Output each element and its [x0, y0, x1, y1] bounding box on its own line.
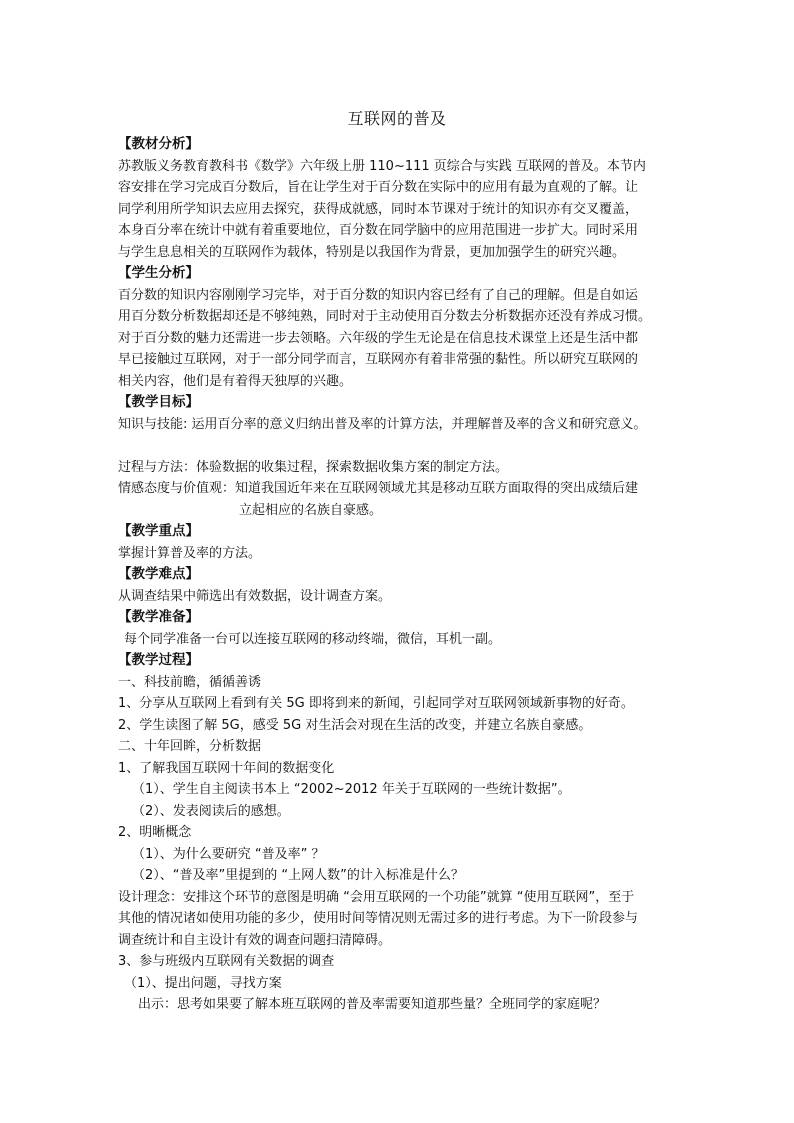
text-line: 掌握计算普及率的方法。 [118, 545, 262, 561]
blank-line [118, 435, 683, 457]
text-line: 情感态度与价值观：知道我国近年来在互联网领域尤其是移动互联方面取得的突出成绩后建 [118, 481, 639, 496]
text-line: （1）、学生自主阅读书本上 “2002~2012 年关于互联网的一些统计数据”。 [132, 782, 571, 797]
text-line: （2）、“普及率”里提到的 “上网人数”的计入标准是什么？ [132, 868, 464, 883]
text-line: 2、明晰概念 [118, 825, 192, 840]
text-line: 其他的情况诸如使用功能的多少，使用时间等情况则无需过多的进行考虑。为下一阶段参与 [118, 911, 639, 926]
section-heading: 【教学难点】 [118, 566, 199, 582]
text-line: 早已接触过互联网，对于一部分同学而言，互联网亦有着非常强的黏性。所以研究互联网的 [118, 352, 639, 367]
document-title: 互联网的普及 [347, 109, 447, 128]
text-line: 调查统计和自主设计有效的调查问题扫清障碍。 [118, 932, 392, 948]
text-line: 出示：思考如果要了解本班互联网的普及率需要知道那些量？全班同学的家庭呢？ [138, 997, 607, 1012]
section-heading: 【教学准备】 [118, 609, 199, 625]
section-heading: 【教材分析】 [118, 136, 199, 152]
text-line: 与学生息息相关的互联网作为载体，特别是以我国作为背景，更加加强学生的研究兴趣。 [118, 244, 626, 260]
document-body [118, 134, 683, 1016]
text-line: 同学利用所学知识去应用去探究，获得成就感，同时本节课对于统计的知识亦有交叉覆盖， [118, 201, 639, 217]
text-line: 对于百分数的魅力还需进一步去领略。六年级的学生无论是在信息技术课堂上还是生活中都 [118, 330, 639, 346]
text-line: （1）、提出问题，寻找方案 [124, 975, 282, 991]
section-heading: 【教学重点】 [118, 523, 199, 539]
text-line: 1、分享从互联网上看到有关 5G 即将到来的新闻，引起同学对互联网领域新事物的好奇。 [118, 696, 634, 711]
text-line: 过程与方法：体验数据的收集过程，探索数据收集方案的制定方法。 [118, 459, 509, 475]
section-heading: 【教学目标】 [118, 394, 199, 410]
text-line: 一、科技前瞻，循循善诱 [118, 674, 262, 690]
text-line: （1）、为什么要研究 “普及率” ？ [132, 846, 325, 862]
text-line: 从调查结果中筛选出有效数据，设计调查方案。 [118, 588, 392, 604]
text-line: 本身百分率在统计中就有着重要地位，百分数在同学脑中的应用范围进一步扩大。同时采用 [118, 223, 639, 238]
text-line: 3、参与班级内互联网有关数据的调查 [118, 954, 335, 969]
section-heading: 【学生分析】 [118, 265, 199, 281]
text-line: 立起相应的名族自豪感。 [239, 502, 383, 518]
text-line: 百分数的知识内容刚刚学习完毕，对于百分数的知识内容已经有了自己的理解。但是自如运 [118, 287, 639, 303]
text-line: 设计理念：安排这个环节的意图是明确 “会用互联网的一个功能”就算 “使用互联网”，至于 [118, 889, 635, 905]
text-line: 相关内容，他们是有着得天独厚的兴趣。 [118, 373, 353, 389]
text-line: 容安排在学习完成百分数后，旨在让学生对于百分数在实际中的应用有最为直观的了解。让 [118, 180, 639, 195]
text-line: 2、学生读图了解 5G，感受 5G 对生活会对现在生活的改变，并建立名族自豪感。 [118, 717, 592, 733]
text-line: 用百分数分析数据却还是不够纯熟，同时对于主动使用百分数去分析数据亦还没有养成习惯。 [118, 309, 652, 324]
text-line: 每个同学准备一台可以连接互联网的移动终端，微信，耳机一副。 [124, 631, 502, 647]
text-line: 1、了解我国互联网十年间的数据变化 [118, 760, 335, 776]
section-heading: 【教学过程】 [118, 652, 199, 668]
text-line: 苏教版义务教育教科书《数学》六年级上册 110~111 页综合与实践 互联网的普及。本节内 [118, 158, 646, 174]
text-line: 二、十年回眸，分析数据 [118, 739, 262, 754]
text-line: 知识与技能: 运用百分率的意义归纳出普及率的计算方法，并理解普及率的含义和研究意义。 [118, 416, 647, 432]
text-line: （2）、发表阅读后的感想。 [132, 803, 290, 819]
